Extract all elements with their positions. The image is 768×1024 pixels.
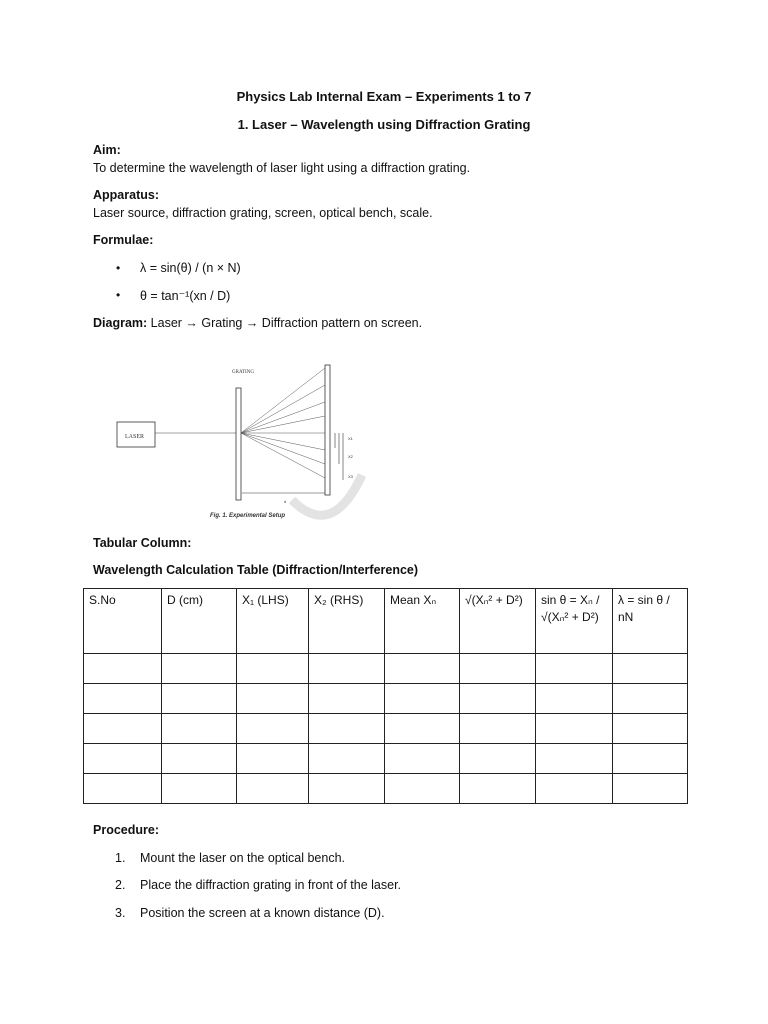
header-sin: sin θ = Xₙ / √(Xₙ² + D²) <box>536 589 613 654</box>
aim-text: To determine the wavelength of laser light using a diffraction grating. <box>93 161 471 175</box>
laser-label: LASER <box>125 434 145 440</box>
apparatus-text: Laser source, diffraction grating, screen, optical bench, scale. <box>93 206 433 220</box>
experimental-setup-figure <box>112 360 382 530</box>
table-row <box>84 714 688 744</box>
table-title: Wavelength Calculation Table (Diffraction/Interference) <box>93 563 419 577</box>
page-title: Physics Lab Internal Exam – Experiments 1 to 7 <box>236 89 532 104</box>
header-distance: D (cm) <box>162 589 237 654</box>
bullet-icon: • <box>116 288 121 302</box>
bullet-icon: • <box>116 261 121 275</box>
header-root: √(Xₙ² + D²) <box>460 589 536 654</box>
aim-label: Aim: <box>93 143 121 157</box>
x1-label: X1 <box>348 436 353 441</box>
procedure-label: Procedure: <box>93 823 159 837</box>
diagram-text: Laser → Grating → Diffraction pattern on screen. <box>147 316 423 330</box>
grating <box>236 388 241 500</box>
x3-label: X3 <box>348 474 353 479</box>
step-text: Position the screen at a known distance (D). <box>140 906 385 920</box>
diagram-label: Diagram: <box>93 316 148 330</box>
x2-label: X2 <box>348 454 353 459</box>
header-x1: X₁ (LHS) <box>237 589 309 654</box>
table-row <box>84 654 688 684</box>
screen <box>325 365 330 495</box>
table-row <box>84 684 688 714</box>
apparatus-label: Apparatus: <box>93 188 159 202</box>
distance-label: d <box>284 499 287 504</box>
table-header-row <box>84 589 688 654</box>
wavelength-table <box>83 588 688 804</box>
formula-item: λ = sin(θ) / (n × N) <box>140 261 241 275</box>
grating-label: GRATING <box>232 370 254 375</box>
step-text: Mount the laser on the optical bench. <box>140 851 345 865</box>
header-lambda: λ = sin θ / nN <box>613 589 688 654</box>
diagram-line <box>93 316 422 330</box>
step-text: Place the diffraction grating in front of the laser. <box>140 878 402 892</box>
formulae-label: Formulae: <box>93 233 154 247</box>
header-mean: Mean Xₙ <box>385 589 460 654</box>
tabular-label: Tabular Column: <box>93 536 192 550</box>
header-sno: S.No <box>84 589 162 654</box>
experiment-title: 1. Laser – Wavelength using Diffraction Grating <box>237 117 531 132</box>
step-number: 1. <box>115 851 126 865</box>
table-row <box>84 744 688 774</box>
header-x2: X₂ (RHS) <box>309 589 385 654</box>
step-number: 2. <box>115 878 126 892</box>
step-number: 3. <box>115 906 126 920</box>
figure-caption: Fig. 1. Experimental Setup <box>210 513 286 519</box>
formula-item: θ = tan⁻¹(xn / D) <box>140 289 231 303</box>
table-row <box>84 774 688 804</box>
